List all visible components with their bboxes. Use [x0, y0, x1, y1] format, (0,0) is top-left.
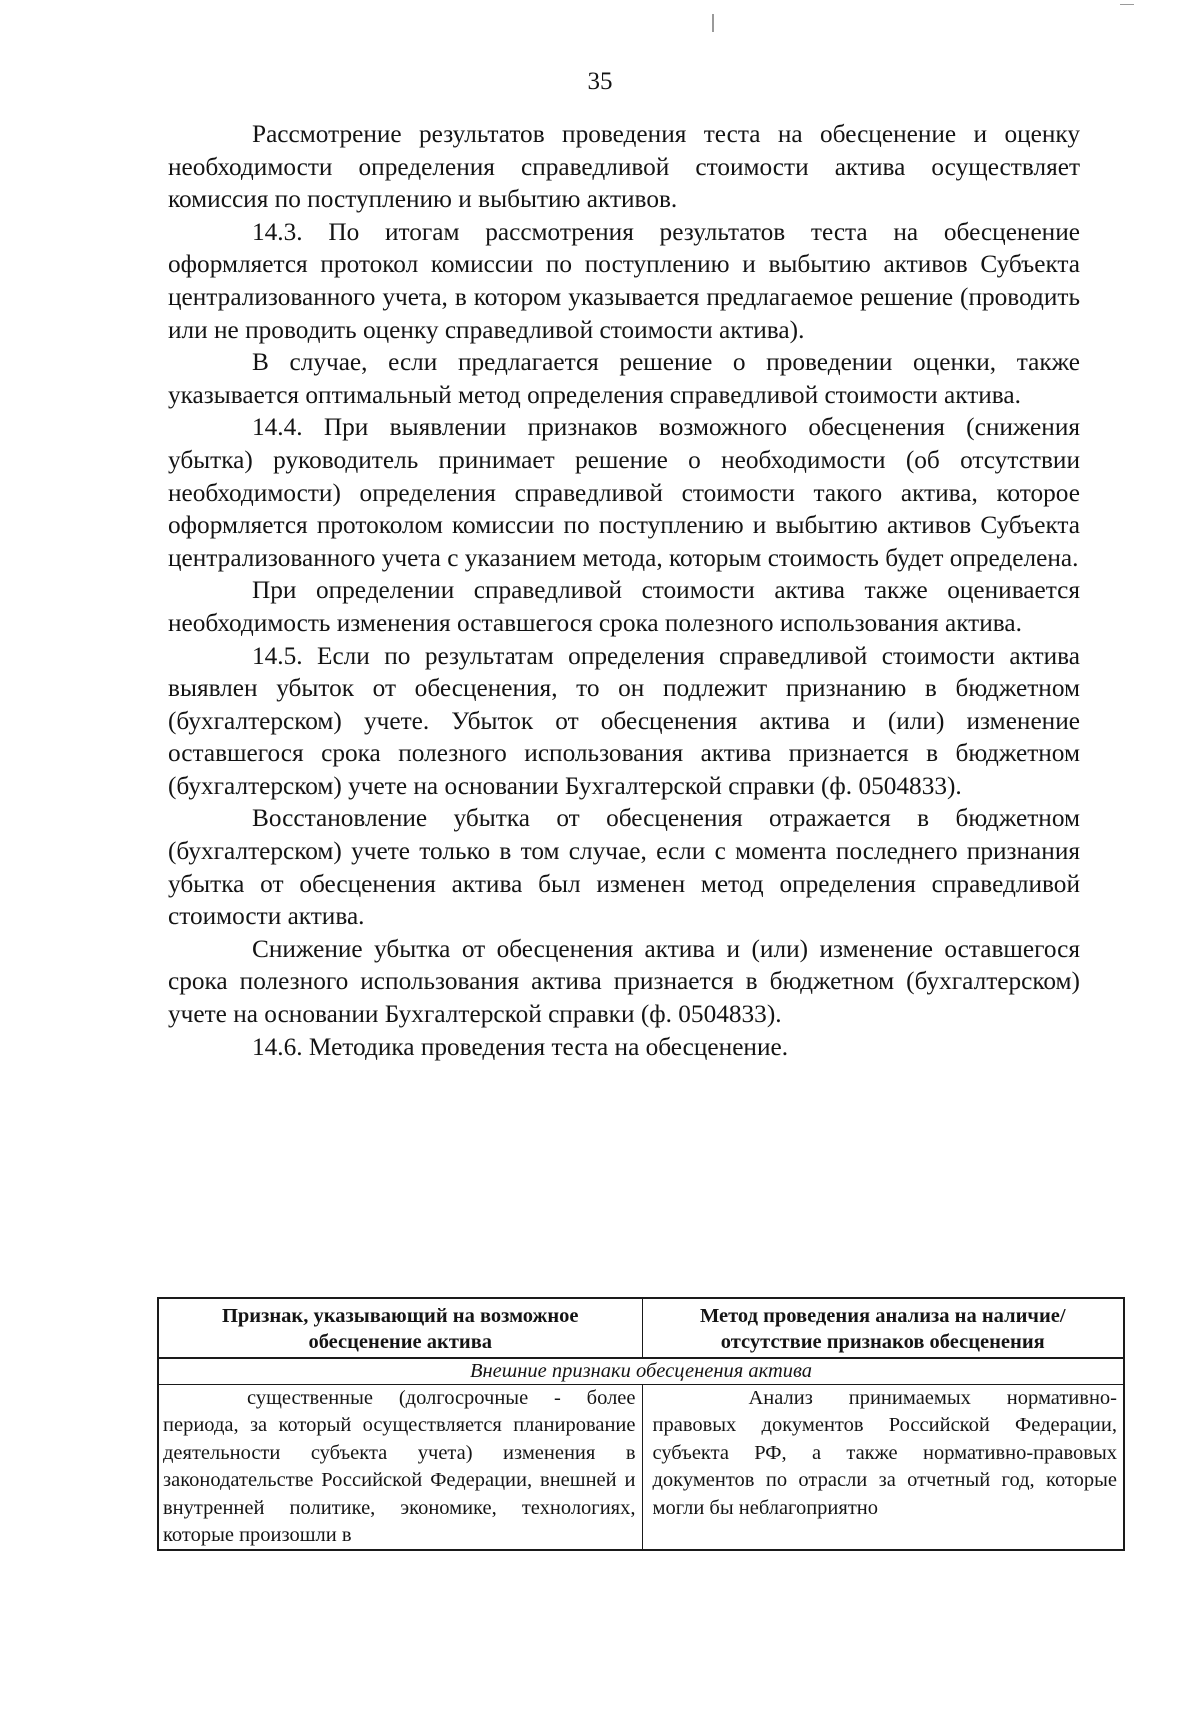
paragraph-impairment-reversal: Восстановление убытка от обесценения отражается в бюджетном (бухгалтерском) учете только в том случае, если с момента последнего признания убытка от обесценения актива был изменен метод определения справедливой стоимости актива. [168, 804, 1080, 931]
paragraph-useful-life: При определении справедливой стоимости актива также оценивается необходимость изменения оставшегося срока полезного использования актива. [168, 576, 1080, 637]
cell-analysis-method: Анализ принимаемых нормативно-правовых документов Российской Федерации, субъекта РФ, а также нормативно-правовых документов по отрасли за отчетный год, которые могли бы неблагоприятно [642, 1385, 1124, 1551]
table-section-row [158, 1358, 1124, 1385]
table-header-row [158, 1298, 1124, 1358]
scan-artifact [712, 14, 714, 32]
impairment-test-table [157, 1297, 1125, 1551]
header-impairment-sign: Признак, указывающий на возможное обесценение актива [158, 1298, 642, 1358]
paragraph-valuation-method: В случае, если предлагается решение о проведении оценки, также указывается оптимальный метод определения справедливой стоимости актива. [168, 348, 1080, 409]
paragraph-review-commission: Рассмотрение результатов проведения теста на обесценение и оценку необходимости определения справедливой стоимости актива осуществляет комиссия по поступлению и выбытию активов. [168, 120, 1080, 214]
scan-artifact [1120, 4, 1134, 5]
table-row [158, 1385, 1124, 1551]
cell-impairment-sign: существенные (долгосрочные - более периода, за который осуществляется планирование деятельности субъекта учета) изменения в законодательстве Российской Федерации, внешней и внутренней политике, экономике, технологиях, которые произошли в [158, 1385, 642, 1551]
paragraph-14-4: 14.4. При выявлении признаков возможного обесценения (снижения убытка) руководитель принимает решение о необходимости (об отсутствии необходимости) определения справедливой стоимости такого актива, которое оформляется протоколом комиссии по поступлению и выбытию активов Субъекта централизованного учета с указанием метода, которым стоимость будет определена. [168, 413, 1080, 572]
section-external-signs: Внешние признаки обесценения актива [158, 1358, 1124, 1385]
paragraph-loss-reduction: Снижение убытка от обесценения актива и (или) изменение оставшегося срока полезного использования актива признается в бюджетном (бухгалтерском) учете на основании Бухгалтерской справки (ф. 0504833). [168, 934, 1080, 1029]
paragraph-14-6: 14.6. Методика проведения теста на обесценение. [252, 1032, 789, 1061]
paragraph-14-5: 14.5. Если по результатам определения справедливой стоимости актива выявлен убыток от обесценения, то он подлежит признанию в бюджетном (бухгалтерском) учете. Убыток от обесценения актива и (или) изменение оставшегося срока полезного использования актива признается в бюджетном (бухгалтерском) учете на основании Бухгалтерской справки (ф. 0504833). [168, 641, 1080, 800]
header-analysis-method: Метод проведения анализа на наличие/отсутствие признаков обесценения [642, 1298, 1124, 1358]
paragraph-14-3: 14.3. По итогам рассмотрения результатов теста на обесценение оформляется протокол комиссии по поступлению и выбытию активов Субъекта централизованного учета, в котором указывается предлагаемое решение (проводить или не проводить оценку справедливой стоимости актива). [168, 217, 1080, 344]
body-text [168, 118, 1080, 1063]
page-number: 35 [587, 68, 613, 95]
